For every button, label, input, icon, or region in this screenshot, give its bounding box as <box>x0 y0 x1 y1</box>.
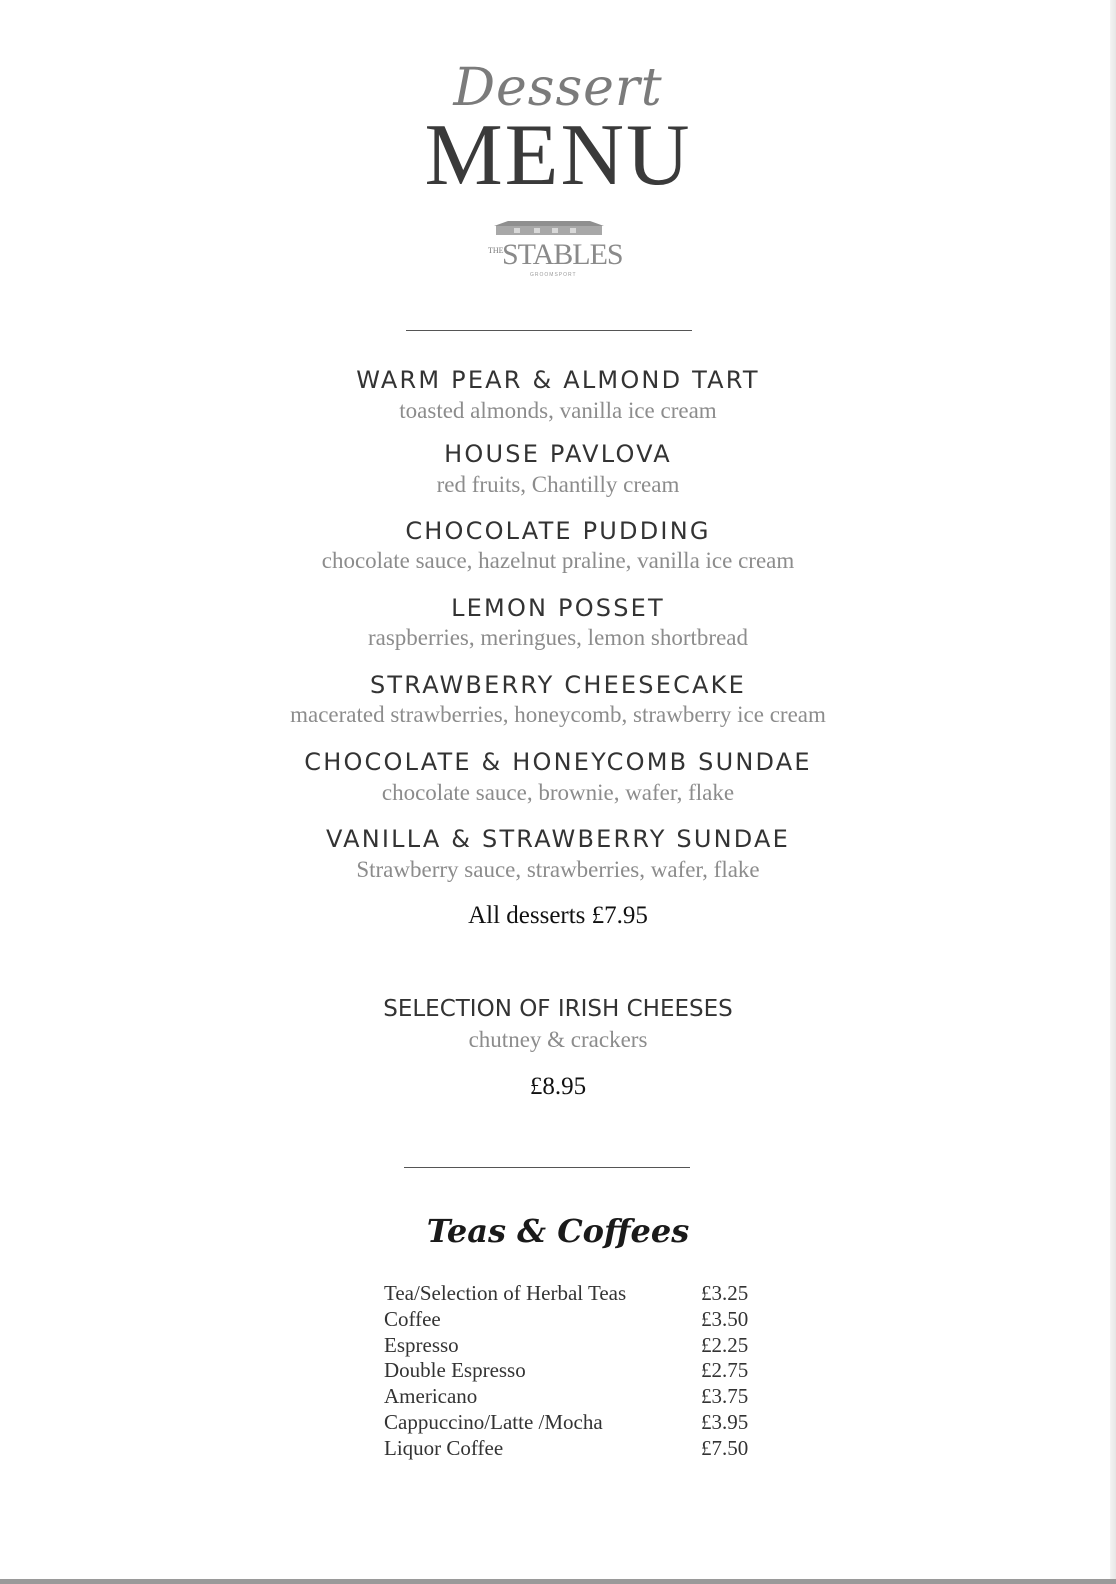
drink-name: Americano <box>384 1384 478 1409</box>
drink-name: Coffee <box>384 1306 441 1331</box>
drink-row <box>384 1410 764 1436</box>
divider-bottom <box>404 1167 690 1168</box>
desserts-price: All desserts £7.95 <box>468 902 648 929</box>
building-icon <box>494 220 604 236</box>
drink-price: £2.25 <box>701 1332 749 1357</box>
logo-location: GROOMSPORT <box>530 272 577 278</box>
dessert-name: CHOCOLATE PUDDING <box>405 517 711 545</box>
dessert-name: VANILLA & STRAWBERRY SUNDAE <box>326 825 790 853</box>
drink-price: £3.50 <box>701 1306 749 1331</box>
drink-price: £2.75 <box>701 1358 749 1383</box>
dessert-description: chocolate sauce, hazelnut praline, vanilla ice cream <box>321 548 795 573</box>
dessert-name: CHOCOLATE & HONEYCOMB SUNDAE <box>304 748 812 776</box>
menu-main-title: MENU <box>424 107 692 204</box>
drink-price: £3.95 <box>701 1409 749 1434</box>
drink-row <box>384 1281 764 1307</box>
drink-row <box>384 1333 764 1359</box>
menu-script-title: Dessert <box>453 58 663 118</box>
drink-name: Espresso <box>384 1332 459 1357</box>
logo-name: STABLES <box>502 238 623 271</box>
dessert-name: WARM PEAR & ALMOND TART <box>356 366 760 394</box>
drink-row <box>384 1436 764 1462</box>
dessert-description: toasted almonds, vanilla ice cream <box>399 398 717 423</box>
stables-logo <box>488 212 628 282</box>
logo-the: THE <box>488 246 504 255</box>
dessert-description: red fruits, Chantilly cream <box>436 472 680 497</box>
drink-row <box>384 1307 764 1333</box>
drink-name: Tea/Selection of Herbal Teas <box>384 1281 627 1305</box>
drink-name: Liquor Coffee <box>384 1435 504 1460</box>
dessert-description: chocolate sauce, brownie, wafer, flake <box>381 780 735 805</box>
drink-row <box>384 1358 764 1384</box>
cheese-description: chutney & crackers <box>468 1027 648 1052</box>
dessert-description: macerated strawberries, honeycomb, strawberry ice cream <box>290 702 826 727</box>
dessert-description: raspberries, meringues, lemon shortbread <box>367 625 749 650</box>
dessert-description: Strawberry sauce, strawberries, wafer, flake <box>356 857 760 882</box>
dessert-name: HOUSE PAVLOVA <box>444 440 672 468</box>
drink-price: £3.75 <box>701 1384 749 1409</box>
page-bottom-edge <box>0 1579 1116 1584</box>
cheese-price: £8.95 <box>529 1073 587 1100</box>
drink-price: £3.25 <box>701 1281 749 1305</box>
cheese-name: SELECTION OF IRISH CHEESES <box>383 996 733 1022</box>
dessert-name: STRAWBERRY CHEESECAKE <box>370 671 746 699</box>
drink-name: Cappuccino/Latte /Mocha <box>384 1409 603 1434</box>
drinks-list <box>384 1281 764 1462</box>
drink-price: £7.50 <box>701 1435 749 1460</box>
teas-coffees-title: Teas & Coffees <box>426 1212 690 1250</box>
dessert-name: LEMON POSSET <box>451 594 665 622</box>
drink-name: Double Espresso <box>384 1358 526 1383</box>
divider-top <box>406 330 692 331</box>
drink-row <box>384 1384 764 1410</box>
